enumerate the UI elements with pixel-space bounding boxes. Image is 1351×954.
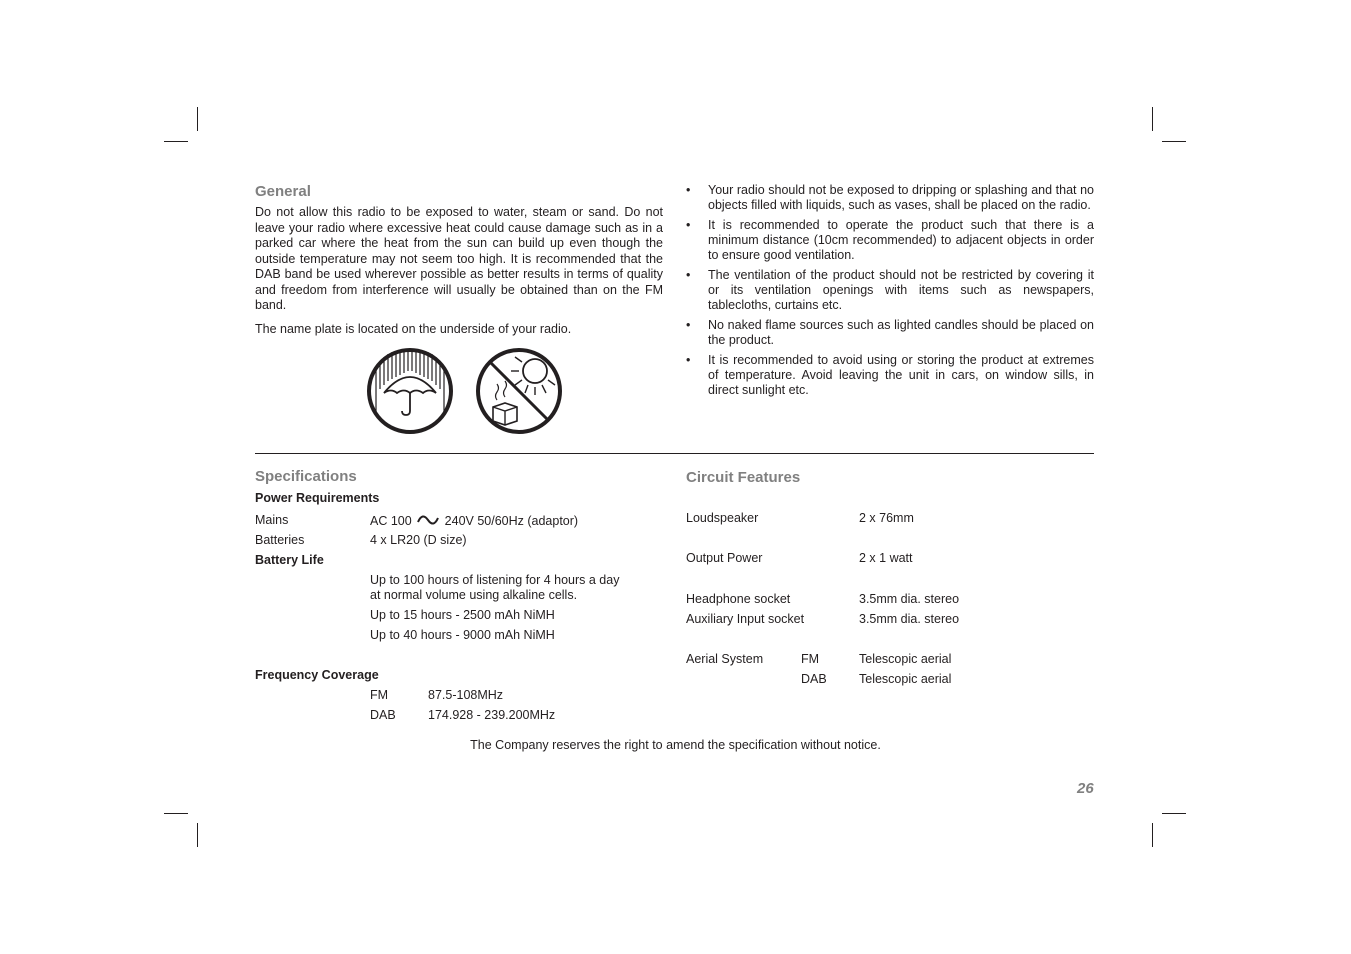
output-power-value: 2 x 1 watt	[859, 551, 913, 565]
frequency-coverage-heading: Frequency Coverage	[255, 668, 379, 682]
headphone-label: Headphone socket	[686, 592, 791, 606]
specifications-heading: Specifications	[255, 468, 357, 485]
fm-label: FM	[370, 688, 389, 702]
dab-label: DAB	[370, 708, 396, 722]
headphone-value: 3.5mm dia. stereo	[859, 592, 960, 606]
mains-value-high: 240V 50/60Hz (adaptor)	[444, 513, 579, 528]
battery-life-line: at normal volume using alkaline cells.	[370, 588, 578, 602]
output-power-label: Output Power	[686, 551, 763, 565]
name-plate-text: The name plate is located on the underside of your radio.	[255, 322, 572, 336]
page-number: 26	[1077, 780, 1094, 797]
crop-mark	[197, 823, 198, 847]
no-heat-sun-icon	[475, 347, 563, 435]
battery-life-line: Up to 40 hours - 9000 mAh NiMH	[370, 628, 555, 642]
batteries-value: 4 x LR20 (D size)	[370, 533, 467, 547]
list-item: • The ventilation of the product should not be restricted by covering it or its ventilation openings with items such as newspapers, tablecloths, curtains etc.	[686, 268, 1094, 313]
safety-bullet-list	[686, 183, 1094, 403]
list-item: • It is recommended to operate the product such that there is a minimum distance (10cm recommended) to adjacent objects in order to ensure good ventilation.	[686, 218, 1094, 263]
crop-mark	[1152, 107, 1153, 131]
list-item: • No naked flame sources such as lighted candles should be placed on the product.	[686, 318, 1094, 348]
battery-life-heading: Battery Life	[255, 553, 324, 567]
aerial-system-label: Aerial System	[686, 652, 764, 666]
umbrella-rain-icon	[366, 347, 454, 435]
aux-input-value: 3.5mm dia. stereo	[859, 612, 960, 626]
section-divider	[255, 453, 1094, 454]
dab-value: 174.928 - 239.200MHz	[428, 708, 556, 722]
general-heading: General	[255, 183, 311, 200]
list-item: • It is recommended to avoid using or storing the product at extremes of temperature. Avoid leaving the unit in cars, on window sills, in direct sunlight etc.	[686, 353, 1094, 398]
mains-value	[370, 513, 578, 530]
footer-note: The Company reserves the right to amend the specification without notice.	[470, 738, 881, 752]
crop-mark	[197, 107, 198, 131]
crop-mark	[1162, 141, 1186, 142]
aerial-dab-label: DAB	[801, 672, 827, 686]
power-requirements-heading: Power Requirements	[255, 491, 380, 505]
ac-wave-icon	[417, 513, 439, 530]
general-paragraph: Do not allow this radio to be exposed to water, steam or sand. Do not leave your radio where excessive heat could cause damage such as in a parked car where the heat from the sun can build up even though the outside temperature may not seem too high. It is recommended that the DAB band be used wherever possible as better results in terms of quality and freedom from interference will usually be obtained than on the FM band.	[255, 205, 663, 312]
batteries-label: Batteries	[255, 533, 305, 547]
loudspeaker-value: 2 x 76mm	[859, 511, 914, 525]
mains-value-low: AC 100	[370, 513, 412, 528]
mains-label: Mains	[255, 513, 289, 527]
fm-value: 87.5-108MHz	[428, 688, 504, 702]
crop-mark	[1162, 813, 1186, 814]
battery-life-line: Up to 100 hours of listening for 4 hours a day	[370, 573, 620, 587]
aerial-dab-value: Telescopic aerial	[859, 672, 952, 686]
battery-life-line: Up to 15 hours - 2500 mAh NiMH	[370, 608, 555, 622]
crop-mark	[164, 141, 188, 142]
list-item: • Your radio should not be exposed to dripping or splashing and that no objects filled with liquids, such as vases, shall be placed on the radio.	[686, 183, 1094, 213]
aerial-fm-label: FM	[801, 652, 820, 666]
aux-input-label: Auxiliary Input socket	[686, 612, 805, 626]
circuit-features-heading: Circuit Features	[686, 469, 801, 486]
aerial-fm-value: Telescopic aerial	[859, 652, 952, 666]
loudspeaker-label: Loudspeaker	[686, 511, 759, 525]
crop-mark	[164, 813, 188, 814]
crop-mark	[1152, 823, 1153, 847]
